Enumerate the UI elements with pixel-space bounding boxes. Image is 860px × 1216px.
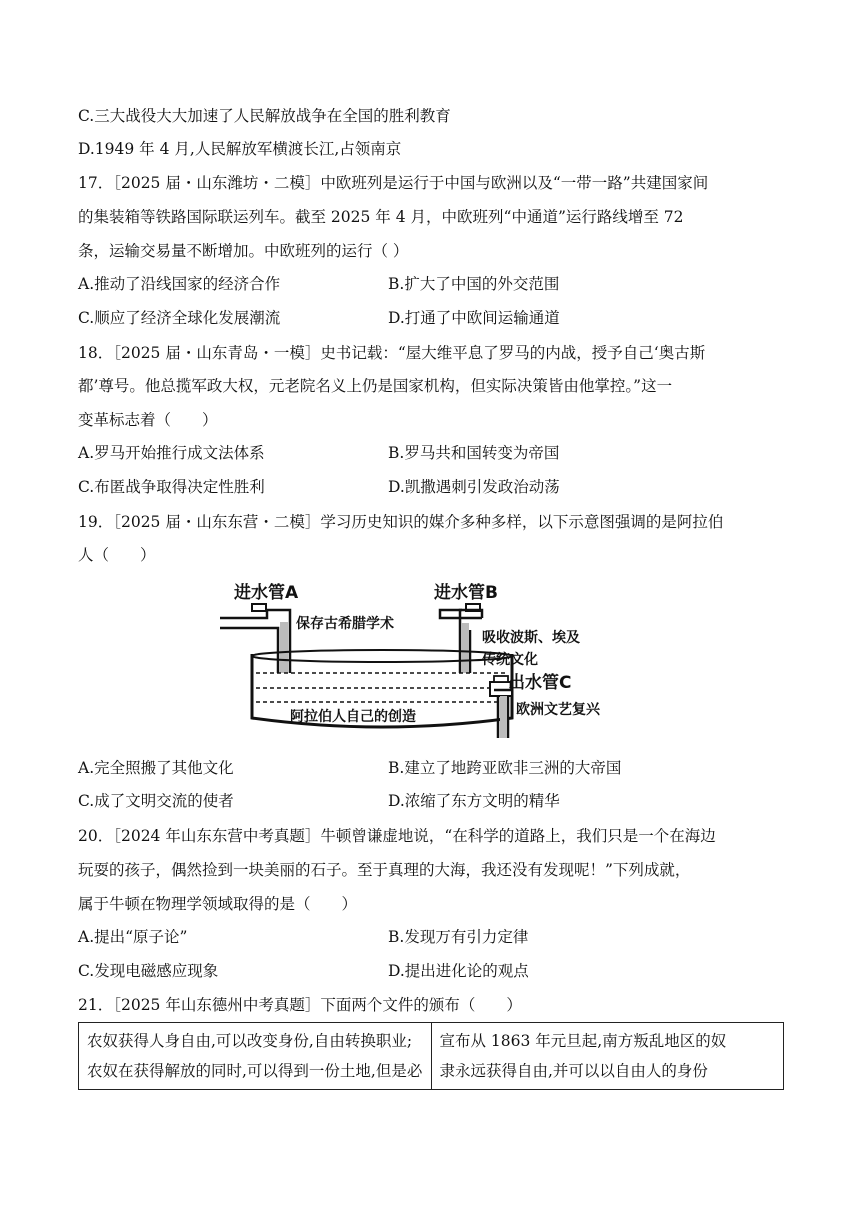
outlet-c-note: 欧洲文艺复兴 [516, 702, 600, 718]
q18-stem-line3: 变革标志着（ ） [78, 411, 218, 429]
q18-stem-line1: 18．［2025 届・山东青岛・一模］史书记载：“屋大维平息了罗马的内战，授予自己‘奥古斯 [78, 344, 706, 362]
q20-option-c: C.发现电磁感应现象 [78, 962, 219, 980]
q17-stem-line2: 的集装箱等铁路国际联运列车。截至 2025 年 4 月，中欧班列“中通道”运行路线增至 72 [78, 208, 684, 226]
q17-option-c: C.顺应了经济全球化发展潮流 [78, 309, 281, 327]
document-right [431, 1023, 784, 1090]
q17-option-a: A.推动了沿线国家的经济合作 [78, 275, 281, 293]
arab-culture-tank-diagram [212, 578, 652, 743]
q19-option-c: C.成了文明交流的使者 [78, 792, 234, 810]
document-right-line2: 隶永远获得自由,并可以以自由人的身份 [439, 1062, 708, 1080]
q20-option-a: A.提出“原子论” [78, 928, 188, 946]
table-row [79, 1023, 784, 1090]
q17-stem-line3: 条，运输交易量不断增加。中欧班列的运行（ ） [78, 242, 409, 260]
inlet-b-note-line1: 吸收波斯、埃及 [482, 630, 580, 646]
q19-stem-line2: 人（ ） [78, 546, 156, 564]
q17-option-d: D.打通了中欧间运输通道 [388, 309, 560, 327]
q19-option-b: B.建立了地跨亚欧非三洲的大帝国 [388, 759, 622, 777]
inlet-a-label: 进水管A [234, 583, 299, 603]
q18-stem-line2: 都’尊号。他总揽军政大权，元老院名义上仍是国家机构，但实际决策皆由他掌控。”这一 [78, 377, 673, 395]
document-right-line1: 宣布从 1863 年元旦起,南方叛乱地区的奴 [439, 1032, 727, 1050]
tank-label: 阿拉伯人自己的创造 [290, 709, 416, 725]
outlet-c-label: 出水管C [508, 673, 572, 693]
q18-option-a: A.罗马开始推行成文法体系 [78, 444, 265, 462]
document-left-line1: 农奴获得人身自由,可以改变身份,自由转换职业; [87, 1032, 413, 1050]
pipe-a [220, 610, 290, 673]
q21-documents-table [78, 1022, 784, 1090]
q20-stem-line3: 属于牛顿在物理学领域取得的是（ ） [78, 895, 358, 913]
inlet-b-note-line2: 传统文化 [482, 652, 538, 668]
q20-stem-line1: 20．［2024 年山东东营中考真题］牛顿曾谦虚地说，“在科学的道路上，我们只是一个在海边 [78, 827, 716, 845]
q16-option-c: C.三大战役大大加速了人民解放战争在全国的胜利教育 [78, 107, 451, 125]
inlet-b-label: 进水管B [434, 583, 498, 603]
q20-option-b: B.发现万有引力定律 [388, 928, 529, 946]
q21-stem-line1: 21．［2025 年山东德州中考真题］下面两个文件的颁布（ ） [78, 996, 522, 1014]
q16-option-d: D.1949 年 4 月,人民解放军横渡长江,占领南京 [78, 140, 402, 158]
q17-stem-line1: 17．［2025 届・山东潍坊・二模］中欧班列是运行于中国与欧洲以及“一带一路”共建国家间 [78, 174, 709, 192]
q17-option-b: B.扩大了中国的外交范围 [388, 275, 560, 293]
q18-option-c: C.布匿战争取得决定性胜利 [78, 478, 265, 496]
document-left [79, 1023, 432, 1090]
q19-option-a: A.完全照搬了其他文化 [78, 759, 234, 777]
q19-stem-line1: 19．［2025 届・山东东营・二模］学习历史知识的媒介多种多样，以下示意图强调的是阿拉伯 [78, 513, 724, 531]
document-left-line2: 农奴在获得解放的同时,可以得到一份土地,但是必 [87, 1062, 423, 1080]
inlet-a-note: 保存古希腊学术 [296, 616, 394, 632]
q19-option-d: D.浓缩了东方文明的精华 [388, 792, 560, 810]
q18-option-b: B.罗马共和国转变为帝国 [388, 444, 560, 462]
q20-stem-line2: 玩耍的孩子，偶然捡到一块美丽的石子。至于真理的大海，我还没有发现呢！”下列成就， [78, 861, 691, 879]
pipe-a-valve [252, 604, 266, 611]
q20-option-d: D.提出进化论的观点 [388, 962, 529, 980]
q18-option-d: D.凯撒遇刺引发政治动荡 [388, 478, 560, 496]
